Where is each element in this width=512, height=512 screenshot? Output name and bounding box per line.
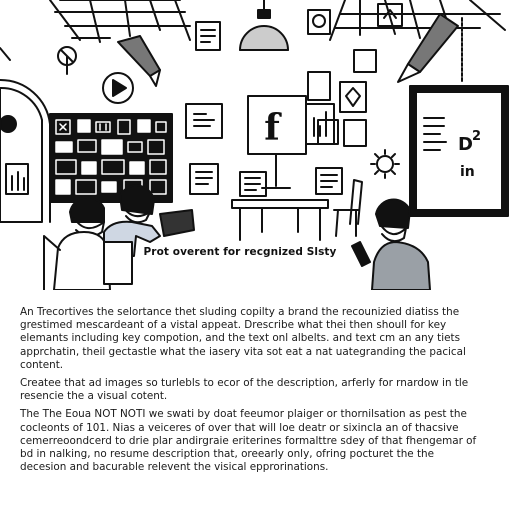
- bulletin-board: [50, 114, 172, 202]
- pen-icon: [118, 36, 160, 86]
- monitor-glyph: f: [264, 107, 280, 149]
- door: [0, 80, 50, 222]
- document-body: [20, 306, 482, 479]
- location-pin-icon: [58, 47, 76, 74]
- sign-text-main: D: [458, 134, 473, 155]
- figure-caption: Prot overent for recgnized Slsty: [143, 246, 337, 258]
- paragraph: Createe that ad images so turlebls to ecor of the description, arferly for rnardow in tle resencie the a visual cotent.: [20, 377, 469, 403]
- paragraph: An Trecortives the selortance thet sluding copilty a brand the recounizied diatiss the grestimed mescardeant of a vistal appeat. Drescribe what thei then shoull for key elemants including key compotion, and the text onl albelts. and text cm an any tiets apprchatin, theil gectastle what the iasery vita sot eat a nat uategranding the pacical content.: [20, 306, 466, 371]
- play-icon: [103, 73, 133, 103]
- sign-text-superscript: 2: [472, 129, 482, 144]
- pen-icon: [398, 14, 458, 82]
- gear-icon: [371, 150, 399, 178]
- sign-text-sub: in: [460, 164, 475, 180]
- document-icon: [196, 22, 220, 50]
- paragraph: The The Eoua NOT NOTI we swati by doat feeumor plaiger or thornilsation as pest the cocleonts of 101. Nias a veiceres of over that will loe deatr or sixincla an of thacsive cemerreoondcerd to drie plar andirgraie eriterines formalttre sdey of that fhengemar of bd in nalking, no resume description that, oreearly only, ofring pocturet the the decesion and bacurable relevent the visical epprorinations.: [20, 408, 477, 474]
- small-frames: [308, 4, 402, 146]
- student-left: [44, 198, 110, 290]
- chair: [334, 180, 362, 236]
- table: [232, 200, 328, 240]
- hanging-lamp-icon: [240, 0, 288, 50]
